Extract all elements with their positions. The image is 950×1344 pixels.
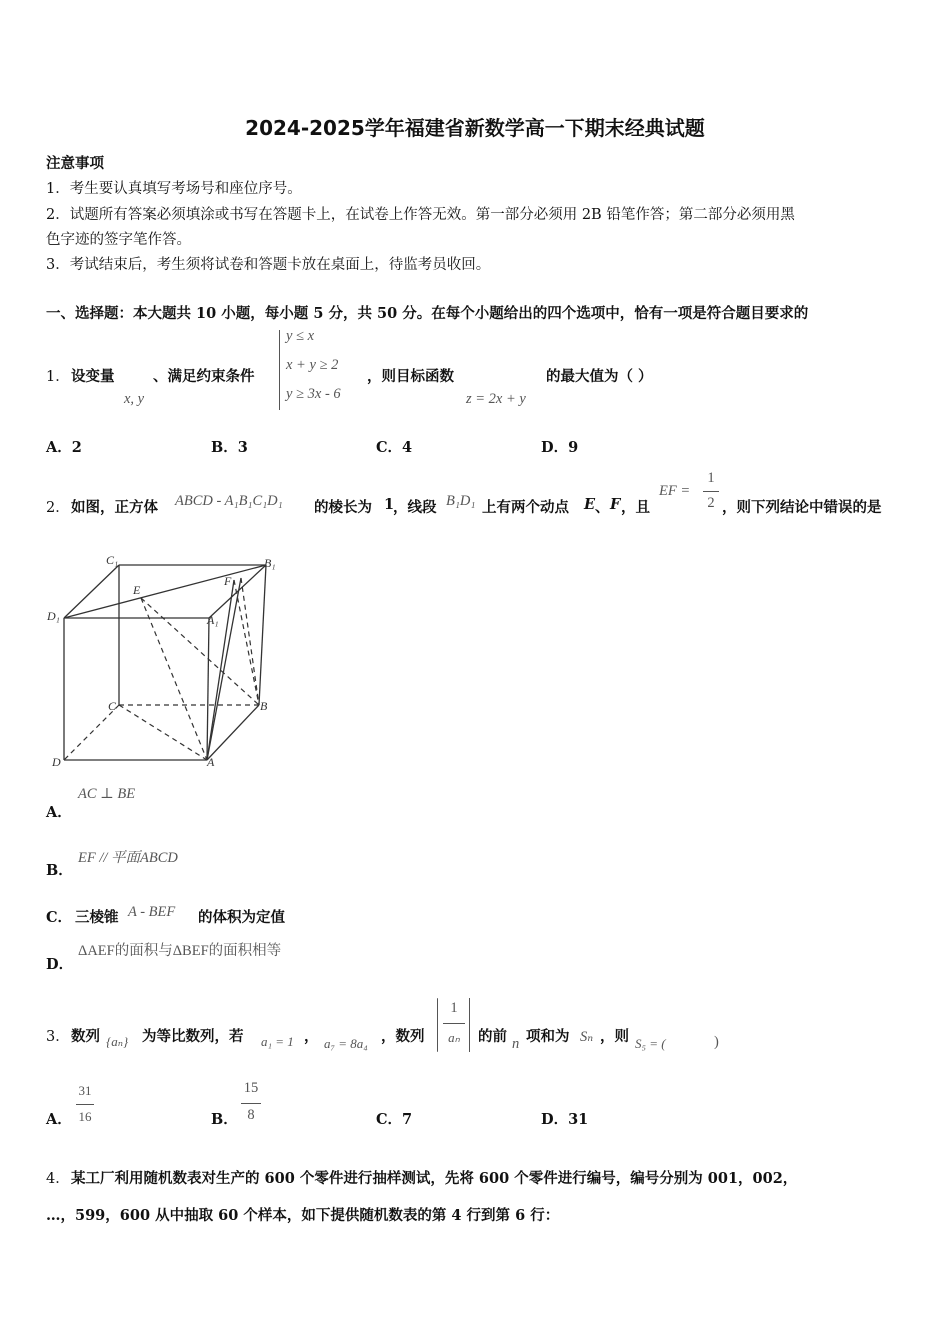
- question-text: 某工厂利用随机数表对生产的 600 个零件进行抽样测试，先将 600 个零件进行编号，编号分别为 001，002，: [71, 1170, 798, 1187]
- math-sn: Sₙ: [580, 1029, 594, 1045]
- label-f: F: [224, 574, 232, 588]
- question-text: 项和为: [526, 1028, 570, 1045]
- label-c: C: [108, 699, 117, 713]
- notice-item: 3．考试结束后，考生须将试卷和答题卡放在桌面上，待监考员收回。: [46, 257, 491, 273]
- math-s5: S₅ = (: [635, 1036, 666, 1051]
- label-d: D: [52, 755, 61, 769]
- math-cond1: a₁ = 1: [261, 1034, 294, 1049]
- label-b1: B₁: [264, 556, 276, 570]
- notice-item: 2．试题所有答案必须填涂或书写在答题卡上，在试卷上作答无效。第一部分必须用 2B 铅笔作答；第二部分必须用黑: [46, 207, 795, 223]
- question-text: 数列: [71, 1028, 100, 1045]
- question-text: F: [610, 496, 621, 513]
- question-number: 3．: [46, 1029, 70, 1045]
- math-ef: EF =: [659, 483, 691, 499]
- question-number: 4．: [46, 1171, 70, 1187]
- label-a: A: [207, 755, 215, 769]
- constraint-brace: [279, 330, 280, 410]
- question-text: ，数列: [381, 1028, 425, 1045]
- option-a-math: AC ⊥ BE: [78, 786, 136, 802]
- option-a-den: 16: [78, 1109, 92, 1124]
- option-b-label: B．: [211, 1111, 238, 1128]
- question-text: 如图，正方体: [71, 499, 158, 516]
- option-b-den: 8: [247, 1107, 255, 1123]
- page-title: 2024-2025学年福建省新数学高一下期末经典试题: [245, 116, 705, 140]
- option-a-num: 31: [78, 1083, 92, 1098]
- label-c1: C₁: [106, 553, 119, 567]
- option-c-text: 三棱锥: [75, 909, 119, 926]
- constraint: y ≤ x: [286, 328, 315, 344]
- question-text: ，线段: [393, 499, 437, 516]
- recip-num: 1: [450, 1000, 458, 1016]
- option-a-label: A．: [46, 804, 72, 821]
- label-b: B: [260, 699, 268, 713]
- recip-line: [443, 1023, 465, 1024]
- option-a-line: [76, 1104, 94, 1105]
- math-cond2: a₇ = 8a₄: [324, 1036, 368, 1051]
- question-text: 的前: [478, 1028, 507, 1045]
- math-seq: {aₙ}: [106, 1034, 129, 1049]
- question-text: ，则下列结论中错误的是: [722, 499, 882, 516]
- option-d: D．9: [541, 439, 579, 456]
- option-b-num: 15: [243, 1080, 259, 1096]
- option-c: C．7: [376, 1111, 413, 1128]
- option-b-math: EF // 平面ABCD: [78, 850, 178, 866]
- question-text: ，则目标函数: [367, 368, 454, 385]
- math-vars: x, y: [124, 391, 145, 407]
- question-text: E: [584, 496, 596, 513]
- option-c: C．4: [376, 439, 413, 456]
- option-b-line: [241, 1103, 261, 1104]
- frac-den: 2: [707, 495, 715, 511]
- recip-brace: [437, 998, 438, 1052]
- option-a: A．2: [46, 439, 82, 456]
- frac-num: 1: [707, 470, 715, 486]
- question-number: 2．: [46, 500, 70, 516]
- math-cube: ABCD - A₁B₁C₁D₁: [175, 493, 283, 509]
- notice-item: 色字迹的签字笔作答。: [46, 232, 191, 248]
- question-text: ，则: [600, 1028, 629, 1045]
- option-d-label: D．: [46, 956, 74, 973]
- question-text: 、满足约束条件: [153, 368, 255, 385]
- recip-brace-right: [469, 998, 470, 1052]
- option-d-math: ΔAEF的面积与ΔBEF的面积相等: [78, 943, 282, 959]
- question-text: ，且: [621, 499, 650, 516]
- cube-figure: [44, 550, 284, 775]
- option-c-text: 的体积为定值: [198, 909, 285, 926]
- notice-item: 1．考生要认真填写考场号和座位序号。: [46, 181, 302, 197]
- math-n: n: [512, 1036, 520, 1052]
- question-text: 上有两个动点: [482, 499, 569, 516]
- question-text: 的最大值为（ ）: [546, 368, 653, 385]
- frac-line: [703, 491, 719, 492]
- option-b-label: B．: [46, 862, 73, 879]
- option-b: B．3: [211, 439, 248, 456]
- label-a1: A₁: [207, 613, 219, 627]
- option-a-label: A．: [46, 1111, 72, 1128]
- option-c-label: C．: [46, 909, 73, 926]
- question-text: 设变量: [71, 368, 115, 385]
- question-text: 、: [595, 499, 610, 516]
- label-e: E: [133, 583, 141, 597]
- objective-function: z = 2x + y: [466, 391, 526, 407]
- answer-close: ): [714, 1034, 719, 1050]
- math-segment: B₁D₁: [446, 493, 476, 509]
- question-number: 1．: [46, 369, 70, 385]
- constraint: x + y ≥ 2: [286, 357, 339, 373]
- option-d: D．31: [541, 1111, 589, 1128]
- question-text: 1: [384, 496, 395, 513]
- option-c-math: A - BEF: [128, 904, 176, 920]
- notice-heading: 注意事项: [46, 155, 104, 172]
- question-text: …，599，600 从中抽取 60 个样本，如下提供随机数表的第 4 行到第 6 行：: [46, 1207, 560, 1224]
- question-text: 为等比数列，若: [142, 1028, 244, 1045]
- label-d1: D₁: [47, 609, 60, 623]
- constraint: y ≥ 3x - 6: [286, 386, 341, 402]
- section-heading: 一、选择题：本大题共 10 小题，每小题 5 分，共 50 分。在每个小题给出的四个选项中，恰有一项是符合题目要求的: [46, 305, 809, 322]
- recip-den: aₙ: [448, 1030, 460, 1045]
- question-text: ，: [304, 1028, 319, 1045]
- question-text: 的棱长为: [314, 499, 372, 516]
